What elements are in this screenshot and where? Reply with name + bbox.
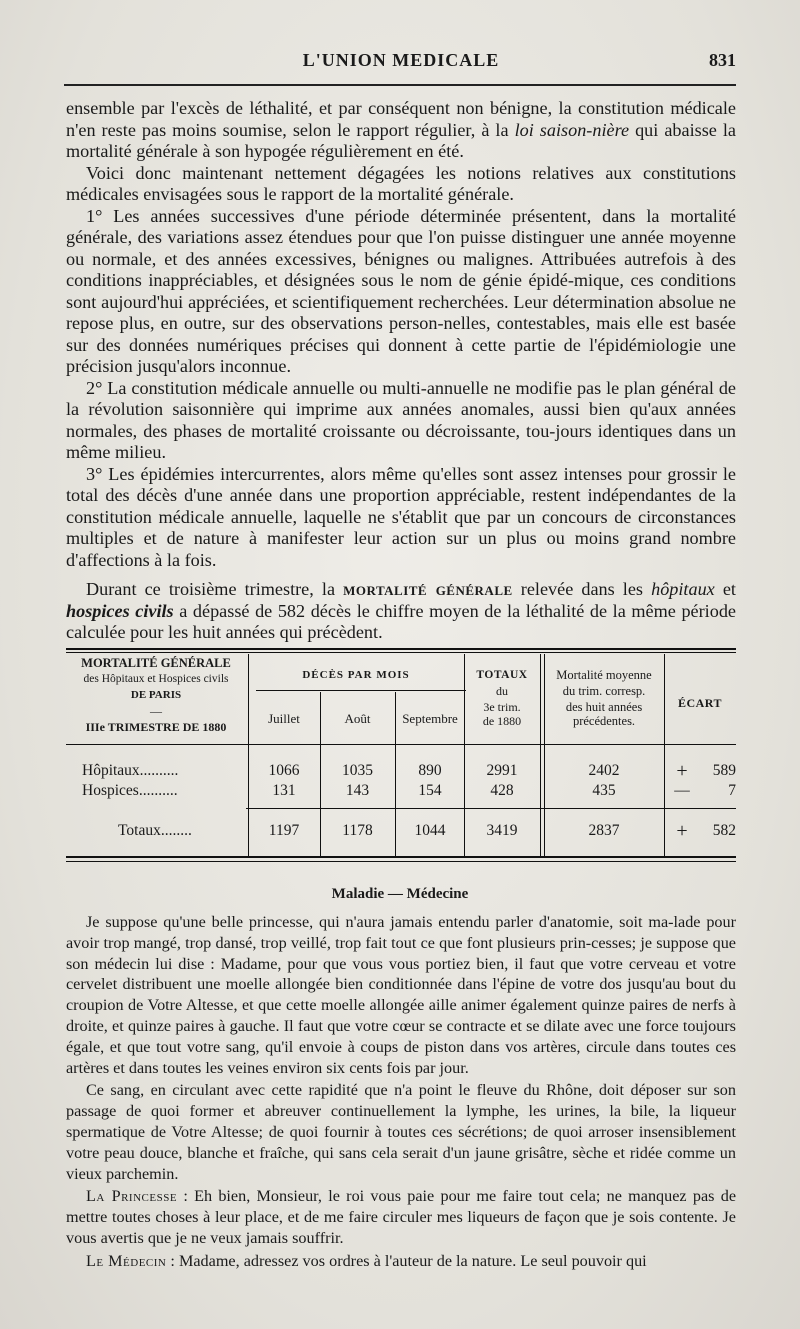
paragraph xyxy=(66,1080,736,1184)
row1-aout: 1035 xyxy=(342,762,373,779)
text-run: Je suppose qu'une belle princesse, qui n'aura jamais entendu parler d'anatomie, soit ma-lade pour avoir trop mangé, trop dansé, trop veillé, trop fait tout ce que font plusieurs prin-cesses; je suppose que son médecin lui dise : Madame, pour que vous vous portiez bien, il faut que votre cerveau et votre cervelet distribuent une moelle allongée bien conditionnée dans l'épine de votre dos jusqu'au bout du croupion de Votre Altesse, et que cette moelle allongée aille animer également quinze paires de nerfs à droite, et quinze paires à gauche. Il faut que votre cœur se contracte et se dilate avec une force toujours égale, et que tout votre sang, qu'il envoie à coups de piston dans vos artères, circule dans toutes ces artères et dans toutes les veines environ six cents fois par jour. xyxy=(66,913,736,1077)
head-totaux-2: du xyxy=(496,684,508,698)
row2-aout: 143 xyxy=(345,782,370,799)
text-run: Ce sang, en circulant avec cette rapidité que n'a point le fleuve du Rhône, doit déposer sur son passage de quoi former et abreuver continuellement la lymphe, les urines, la bile, la liqueur spermatique de Votre Altesse; de quoi fournir à toutes ces sécrétions; de quoi arroser insensiblement votre peau douce, blanche et fraîche, qui sans cela serait d'un jaune grisâtre, sèche et ridée comme un vieux parchemin. xyxy=(66,1081,736,1183)
paragraph xyxy=(66,378,736,464)
head-left-3: DE PARIS xyxy=(130,689,182,701)
page-number: 831 xyxy=(709,50,736,70)
text-run: : Madame, adressez vos ordres à l'auteur de la nature. Le seul pouvoir qui xyxy=(166,1251,647,1270)
text-run: 3° Les épidémies intercurrentes, alors même qu'elles sont assez intenses pour grossir le total des décès d'une année dans une proportion appréciable, restent indépendantes de la constitution médicale annuelle, laquelle ne s'établit que par un concours de circonstances multiples et de nature à manifester leur action sur un plus ou moins grand nombre d'affections à la fois. xyxy=(66,463,736,570)
col-divider-5 xyxy=(540,654,541,856)
paragraph xyxy=(66,206,736,378)
row-label-totaux: Totaux........ xyxy=(118,822,192,839)
text-run: qui abaisse la mortalité générale à son hypogée régulièrement en été. xyxy=(66,119,736,161)
row1-ecart: 589 xyxy=(712,762,736,779)
table-top-rule xyxy=(66,648,736,650)
text-run: Durant ce troisième trimestre, la xyxy=(86,579,344,599)
row1-sign: + xyxy=(676,760,688,782)
row2-total: 428 xyxy=(490,782,514,799)
head-totaux-4: de 1880 xyxy=(482,714,522,728)
head-left-5: IIIe TRIMESTRE DE 1880 xyxy=(85,720,227,734)
text-run: a dépassé de 582 décès le chiffre moyen de la léthalité de la même période calculée pour les huit années qui précèdent. xyxy=(66,600,736,642)
table-top-rule-2 xyxy=(66,652,736,653)
paragraph xyxy=(66,464,736,572)
row1-total: 2991 xyxy=(486,762,518,779)
text-run: La Princesse xyxy=(86,1187,178,1206)
head-moyenne-4: précédentes. xyxy=(572,714,636,728)
paragraph xyxy=(66,579,736,644)
row1-septembre: 890 xyxy=(418,762,442,779)
journal-title: L'UNION MEDICALE xyxy=(302,50,500,70)
row-label-hospices: Hospices.......... xyxy=(82,782,178,799)
totals-sign: + xyxy=(676,820,688,842)
head-ecart: ÉCART xyxy=(677,696,723,710)
col-divider-6 xyxy=(664,654,665,856)
row1-moyenne: 2402 xyxy=(588,762,620,779)
table-bottom-rule-2 xyxy=(66,861,736,862)
head-left-4: — xyxy=(150,704,162,718)
deces-bracket xyxy=(256,690,466,691)
running-header xyxy=(66,48,736,78)
totals-aout: 1178 xyxy=(342,822,373,839)
paragraph xyxy=(66,1251,736,1272)
text-run: loi saison-nière xyxy=(514,119,630,140)
head-moyenne-3: des huit années xyxy=(565,700,643,714)
row2-juillet: 131 xyxy=(272,782,296,799)
head-moyenne-1: Mortalité moyenne xyxy=(556,668,652,682)
text-run: hôpitaux xyxy=(651,579,715,599)
text-run: 2° La constitution médicale annuelle ou multi-annuelle ne modifie pas le plan général de la révolution saisonnière qui imprime aux années anomales, aussi bien qu'aux années normales, des phases de mortalité croissante ou décroissante, tou-jours identiques dans un même milieu. xyxy=(66,377,736,462)
row2-moyenne: 435 xyxy=(592,782,616,799)
row2-sign: — xyxy=(674,782,690,799)
text-run: mortalité générale xyxy=(343,579,513,599)
totals-juillet: 1197 xyxy=(268,822,300,839)
row2-septembre: 154 xyxy=(418,782,442,799)
table-header-rule xyxy=(66,744,736,745)
text-run: hospices civils xyxy=(66,600,174,621)
totals-ecart: 582 xyxy=(712,822,736,839)
totals-total: 3419 xyxy=(486,822,518,839)
head-month-juillet: Juillet xyxy=(268,711,300,726)
mortality-table xyxy=(66,648,736,870)
head-totaux-3: 3e trim. xyxy=(483,700,521,714)
totals-septembre: 1044 xyxy=(414,822,446,839)
article-body xyxy=(66,98,736,644)
paragraph xyxy=(66,1186,736,1248)
head-left-1: MORTALITÉ GÉNÉRALE xyxy=(81,656,231,670)
paragraph xyxy=(66,163,736,206)
section-title: Maladie — Médecine xyxy=(331,886,469,902)
head-deces: DÉCÈS PAR MOIS xyxy=(302,669,410,681)
head-month-aout: Août xyxy=(344,711,371,726)
row1-juillet: 1066 xyxy=(268,762,300,779)
text-run: relevée dans les xyxy=(512,579,652,599)
text-run: Voici donc maintenant nettement dégagées les notions relatives aux constitutions médicales envisagées sous le rapport de la mortalité générale. xyxy=(66,162,736,204)
head-moyenne-2: du trim. corresp. xyxy=(562,684,646,698)
dialogue-body xyxy=(66,912,736,1272)
text-run: 1° Les années successives d'une période déterminée présentent, dans la mortalité générale, des variations assez étendues pour que l'on puisse distinguer une année moyenne ou normale, et des années excessives, bénignes ou malignes. Attribuées autrefois à des conditions inappréciables, et désignées sous le nom de génie épidé-mique, ces conditions sont aujourd'hui appréciées, et scientifiquement recherchées. Leur détermination absolue ne repose plus, en outre, sur des observations person-nelles, contestables, mais elle est basée sur des données numériques précises qui donnent à cette partie de l'épidémiologie une précision jusqu'alors inconnue. xyxy=(66,205,736,376)
totals-moyenne: 2837 xyxy=(588,822,620,839)
head-totaux-1: TOTAUX xyxy=(476,669,528,681)
text-run: Le Médecin xyxy=(86,1251,167,1270)
text-run: et xyxy=(714,579,736,599)
paragraph xyxy=(66,98,736,163)
row2-ecart: 7 xyxy=(728,782,736,799)
header-rule xyxy=(64,84,736,86)
head-left-2: des Hôpitaux et Hospices civils xyxy=(83,673,229,685)
table-bottom-rule xyxy=(66,856,736,858)
head-month-septembre: Septembre xyxy=(402,711,458,726)
paragraph xyxy=(66,912,736,1078)
text-run: : Eh bien, Monsieur, le roi vous paie pour me faire tout cela; ne manquez pas de mettre toutes choses à leur place, et de me faire circuler mes liqueurs de façon que je sois contente. Je vous avertis que je ne veux jamais souffrir. xyxy=(66,1187,736,1247)
row-label-hopitaux: Hôpitaux.......... xyxy=(82,762,179,779)
text-run: ensemble par l'excès de léthalité, et par conséquent non bénigne, la constitution médicale n'en reste pas moins soumise, selon le rapport régulier, à la xyxy=(66,98,736,140)
